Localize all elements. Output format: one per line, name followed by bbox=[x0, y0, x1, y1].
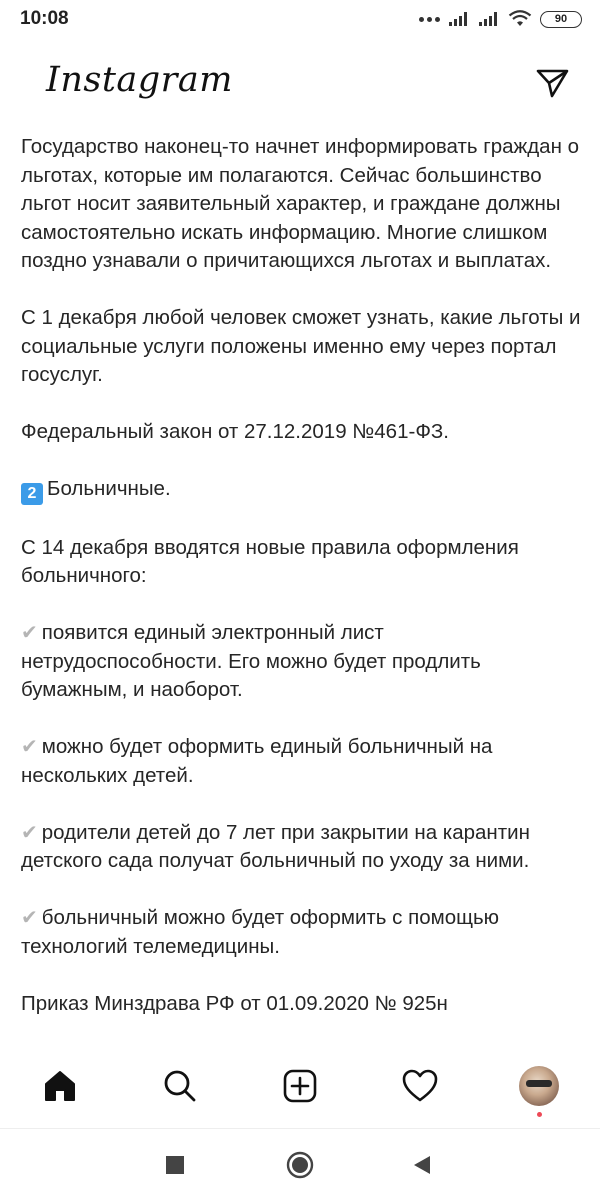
check-mark-icon: ✔ bbox=[21, 622, 38, 644]
android-navigation-bar bbox=[0, 1128, 600, 1200]
bullet-text: родители детей до 7 лет при закрытии на карантин детского сада получат больничный по уходу за ними. bbox=[21, 820, 530, 872]
profile-avatar[interactable] bbox=[519, 1066, 559, 1106]
caption-bullet-4 bbox=[21, 904, 586, 961]
avatar-image-detail bbox=[526, 1080, 552, 1087]
search-icon bbox=[162, 1068, 198, 1104]
check-mark-icon: ✔ bbox=[21, 907, 38, 929]
bullet-text: появится единый электронный лист нетрудоспособности. Его можно будет продлить бумажным, и наоборот. bbox=[21, 621, 481, 701]
notification-dot bbox=[537, 1112, 542, 1117]
wifi-icon bbox=[508, 10, 532, 28]
new-post-icon bbox=[282, 1068, 318, 1104]
caption-paragraph-3: Федеральный закон от 27.12.2019 №461-ФЗ. bbox=[21, 420, 449, 443]
recent-apps-button[interactable] bbox=[161, 1151, 189, 1179]
post-caption bbox=[21, 133, 586, 1018]
status-bar bbox=[0, 0, 600, 40]
caption-paragraph-4 bbox=[21, 475, 586, 505]
circle-icon bbox=[286, 1151, 314, 1179]
home-button[interactable] bbox=[286, 1151, 314, 1179]
bullet-text: больничный можно будет оформить с помощью технологий телемедицины. bbox=[21, 906, 500, 958]
back-triangle-icon bbox=[411, 1154, 433, 1176]
signal-icon-2 bbox=[478, 11, 500, 27]
bullet-text: можно будет оформить единый больничный на нескольких детей. bbox=[21, 735, 493, 787]
signal-icon bbox=[448, 11, 470, 27]
caption-paragraph-10: Приказ Минздрава РФ от 01.09.2020 № 925н bbox=[21, 991, 448, 1015]
direct-message-icon[interactable] bbox=[534, 64, 570, 100]
nav-activity[interactable] bbox=[400, 1066, 440, 1106]
nav-search[interactable] bbox=[160, 1066, 200, 1106]
more-notifications-icon bbox=[419, 17, 440, 22]
check-mark-icon: ✔ bbox=[21, 736, 38, 758]
check-mark-icon: ✔ bbox=[21, 821, 38, 844]
nav-home[interactable] bbox=[40, 1066, 80, 1106]
caption-paragraph-5: С 14 декабря вводятся новые правила оформления больничного: bbox=[21, 535, 519, 587]
battery-indicator: 90 bbox=[540, 11, 582, 28]
caption-paragraph-2: С 1 декабря любой человек сможет узнать, какие льготы и социальные услуги положены именно ему через портал госуслуг. bbox=[21, 306, 581, 386]
caption-paragraph-1: Государство наконец-то начнет информировать граждан о льготах, которые им полагаются. Сейчас большинство льгот носит заявительный характер, и граждане должны самостоятельно искать информацию. Многие слишком поздно узнавали о причитающихся льготах и выплатах. bbox=[21, 135, 579, 272]
instagram-logo[interactable]: Instagram bbox=[46, 60, 233, 100]
section-title-sick-leave: Больничные. bbox=[47, 477, 171, 500]
back-button[interactable] bbox=[408, 1151, 436, 1179]
status-icons bbox=[419, 8, 582, 30]
keycap-two-emoji: 2 bbox=[21, 483, 43, 505]
bottom-navigation bbox=[0, 1052, 600, 1128]
square-icon bbox=[164, 1154, 186, 1176]
caption-bullet-1 bbox=[21, 619, 586, 705]
caption-bullet-3 bbox=[21, 819, 586, 876]
app-header bbox=[0, 40, 600, 120]
status-time: 10:08 bbox=[20, 8, 69, 29]
caption-bullet-2 bbox=[21, 733, 586, 790]
nav-new-post[interactable] bbox=[280, 1066, 320, 1106]
home-icon bbox=[42, 1068, 78, 1104]
heart-icon bbox=[401, 1068, 439, 1104]
